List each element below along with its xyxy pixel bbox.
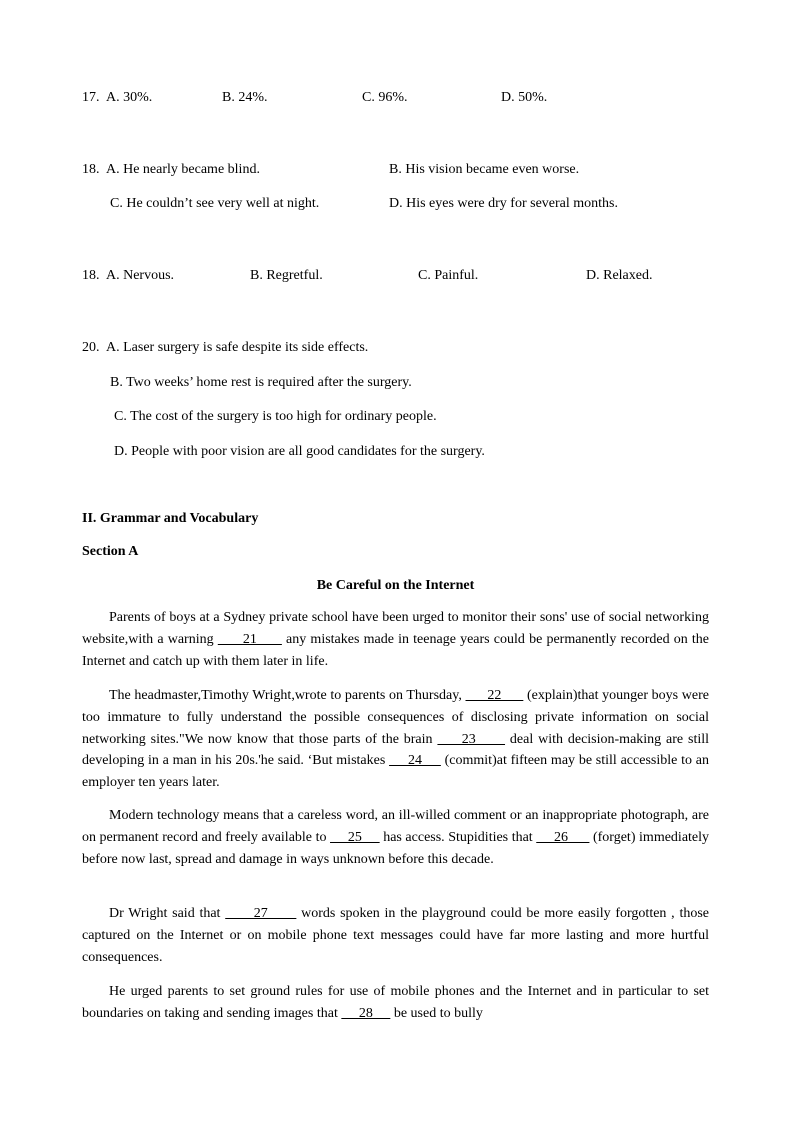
option-17-d: D. 50%. xyxy=(501,90,548,105)
question-number: 17. xyxy=(82,90,100,105)
option-19-c: C. Painful. xyxy=(418,268,479,283)
passage-paragraph-5: He urged parents to set ground rules for use of mobile phones and the Internet and in particular to set boundaries on taking and sending images that 28 be used to bully xyxy=(82,984,709,1021)
option-18-c: C. He couldn’t see very well at night. xyxy=(110,196,320,211)
blank-27[interactable]: 27 xyxy=(225,906,297,921)
option-18-d: D. His eyes were dry for several months. xyxy=(389,196,618,211)
passage-paragraph-2: The headmaster,Timothy Wright,wrote to parents on Thursday, 22 (explain)that younger boys were too immature to fully understand the possible consequences of disclosing private information on social networking sites."We now know that those parts of the brain 23 deal with decision-making are still developing in a man in his 20s.'he said. ‘But mistakes 24 (commit)at fifteen may be still accessible to an employer ten years later. xyxy=(82,688,710,791)
blank-26[interactable]: 26 xyxy=(536,829,590,845)
option-19-a: A. Nervous. xyxy=(106,268,175,283)
section-heading: II. Grammar and Vocabulary xyxy=(82,511,259,526)
option-20-d: D. People with poor vision are all good candidates for the surgery. xyxy=(114,444,485,459)
option-18-b: B. His vision became even worse. xyxy=(389,162,580,177)
question-20-number: 20. xyxy=(82,340,100,355)
question-19-number: 18. xyxy=(82,268,100,283)
passage-paragraph-3: Modern technology means that a careless word, an ill-willed comment or an inappropriate photograph, are on permanent record and freely available to 25 has access. Stupidities that 26 (forget) immediately before now last, spread and damage in ways unknown before this decade. xyxy=(82,808,710,867)
question-17 xyxy=(82,91,100,105)
option-18-a: A. He nearly became blind. xyxy=(106,162,260,177)
blank-25[interactable]: 25 xyxy=(330,829,380,845)
blank-22[interactable]: 22 xyxy=(465,688,524,703)
passage-title: Be Careful on the Internet xyxy=(316,578,475,593)
blank-23[interactable]: 23 xyxy=(437,731,506,747)
option-17-c: C. 96%. xyxy=(362,90,408,105)
option-17-a: A. 30%. xyxy=(106,90,153,105)
option-20-a: A. Laser surgery is safe despite its side effects. xyxy=(106,340,369,355)
passage-paragraph-4: Dr Wright said that 27 words spoken in the playground could be more easily forgotten , those captured on the Internet or on mobile phone text messages could have far more lasting and more hurtful consequences. xyxy=(82,906,709,965)
option-17-b: B. 24%. xyxy=(222,90,268,105)
option-19-d: D. Relaxed. xyxy=(586,268,653,283)
question-18-number: 18. xyxy=(82,162,100,177)
passage-paragraph-1: Parents of boys at a Sydney private school have been urged to monitor their sons' use of social networking website,with a warning 21 any mistakes made in teenage years could be permanently recorded on the Internet and catch up with them later in life. xyxy=(82,610,710,669)
option-20-c: C. The cost of the surgery is too high for ordinary people. xyxy=(114,409,437,424)
option-19-b: B. Regretful. xyxy=(250,268,323,283)
option-20-b: B. Two weeks’ home rest is required after the surgery. xyxy=(110,375,412,390)
blank-21[interactable]: 21 xyxy=(217,631,282,647)
blank-28[interactable]: 28 xyxy=(341,1005,391,1021)
blank-24[interactable]: 24 xyxy=(389,753,441,769)
section-subheading: Section A xyxy=(82,544,139,559)
